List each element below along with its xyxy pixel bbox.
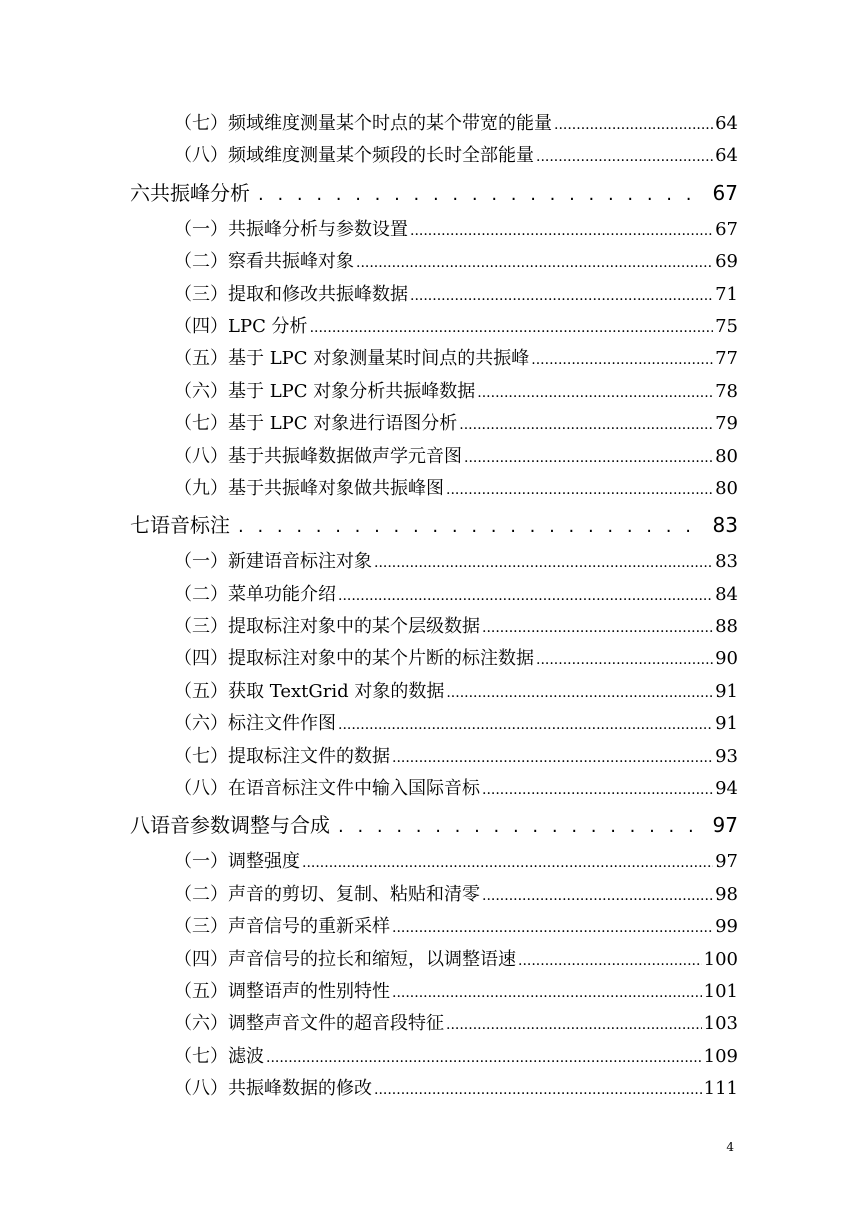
toc-leader-dots — [554, 109, 713, 141]
toc-leader-dots — [446, 474, 713, 506]
toc-entry-page: 84 — [715, 583, 738, 605]
toc-leader-dots — [482, 774, 713, 806]
toc-leader-dots — [482, 880, 713, 912]
toc-subsection-entry — [174, 741, 738, 773]
toc-leader-dots — [464, 442, 713, 474]
toc-entry-page: 83 — [712, 513, 738, 538]
toc-leader-dots — [338, 806, 705, 847]
toc-entry-page: 111 — [703, 1078, 738, 1100]
toc-subsection-entry — [174, 1008, 738, 1040]
toc-entry-title: （八）共振峰数据的修改 — [174, 1078, 372, 1100]
toc-entry-page: 98 — [715, 883, 738, 905]
toc-leader-dots — [338, 709, 713, 741]
toc-entry-title: （六）调整声音文件的超音段特征 — [174, 1013, 444, 1035]
toc-entry-title: （一）新建语音标注对象 — [174, 551, 372, 573]
toc-section-entry — [130, 505, 738, 546]
toc-entry-title: （九）基于共振峰对象做共振峰图 — [174, 477, 444, 499]
toc-entry-page: 88 — [715, 616, 738, 638]
toc-section-entry — [130, 173, 738, 214]
toc-subsection-entry — [174, 643, 738, 675]
toc-subsection-entry — [174, 1073, 738, 1105]
toc-entry-title: （三）提取标注对象中的某个层级数据 — [174, 616, 480, 638]
toc-leader-dots — [374, 547, 713, 579]
toc-entry-page: 103 — [703, 1013, 738, 1035]
toc-leader-dots — [477, 377, 713, 409]
toc-entry-title: （六）标注文件作图 — [174, 713, 336, 735]
toc-entry-title: （一）共振峰分析与参数设置 — [174, 218, 408, 240]
toc-leader-dots — [338, 580, 713, 612]
toc-leader-dots — [356, 247, 713, 279]
toc-subsection-entry — [174, 441, 738, 473]
toc-leader-dots — [536, 141, 713, 173]
toc-leader-dots — [446, 677, 713, 709]
toc-leader-dots — [410, 215, 713, 247]
toc-entry-title: （三）声音信号的重新采样 — [174, 916, 390, 938]
toc-entry-title: （二）菜单功能介绍 — [174, 583, 336, 605]
toc-leader-dots — [410, 280, 713, 312]
toc-section-number: 八 — [130, 813, 150, 838]
toc-section-number: 七 — [130, 513, 150, 538]
toc-leader-dots — [310, 312, 714, 344]
toc-leader-dots — [392, 912, 713, 944]
toc-entry-page: 80 — [715, 477, 738, 499]
toc-entry-title: 共振峰分析 — [150, 180, 250, 205]
toc-subsection-entry — [174, 279, 738, 311]
toc-entry-title: （二）察看共振峰对象 — [174, 251, 354, 273]
toc-section-number: 六 — [130, 180, 150, 205]
toc-entry-title: （三）提取和修改共振峰数据 — [174, 283, 408, 305]
toc-entry-page: 97 — [712, 813, 738, 838]
toc-entry-page: 64 — [715, 145, 738, 167]
toc-subsection-entry — [174, 1041, 738, 1073]
toc-subsection-entry — [174, 676, 738, 708]
toc-leader-dots — [446, 1009, 702, 1041]
toc-subsection-entry — [174, 911, 738, 943]
table-of-contents — [130, 108, 738, 1106]
toc-leader-dots — [459, 409, 713, 441]
toc-entry-page: 64 — [715, 113, 738, 134]
toc-entry-title: （一）调整强度 — [174, 851, 300, 873]
page-number: 4 — [726, 1140, 734, 1154]
toc-entry-title: （四）声音信号的拉长和缩短，以调整语速 — [174, 948, 516, 970]
toc-entry-title: （六）基于 LPC 对象分析共振峰数据 — [174, 380, 476, 402]
toc-leader-dots — [531, 344, 713, 376]
toc-entry-page: 97 — [715, 851, 738, 873]
toc-entry-page: 78 — [715, 380, 738, 402]
toc-leader-dots — [258, 174, 705, 215]
toc-subsection-entry — [174, 214, 738, 246]
toc-subsection-entry — [174, 846, 738, 878]
toc-leader-dots — [374, 1074, 702, 1106]
toc-entry-page: 94 — [715, 778, 738, 800]
toc-subsection-entry — [174, 343, 738, 375]
toc-subsection-entry — [174, 108, 738, 140]
toc-entry-title: （七）基于 LPC 对象进行语图分析 — [174, 413, 458, 435]
toc-section-entry — [130, 805, 738, 846]
toc-subsection-entry — [174, 408, 738, 440]
toc-entry-title: （五）获取 TextGrid 对象的数据 — [174, 680, 445, 702]
toc-entry-page: 71 — [715, 283, 738, 305]
toc-subsection-entry — [174, 879, 738, 911]
toc-entry-title: （八）基于共振峰数据做声学元音图 — [174, 445, 462, 467]
toc-entry-page: 109 — [703, 1045, 738, 1067]
toc-entry-title: （八）在语音标注文件中输入国际音标 — [174, 778, 480, 800]
toc-subsection-entry — [174, 246, 738, 278]
toc-entry-page: 67 — [712, 180, 738, 205]
toc-subsection-entry — [174, 546, 738, 578]
toc-subsection-entry — [174, 140, 738, 172]
toc-entry-page: 101 — [703, 980, 738, 1002]
toc-subsection-entry — [174, 944, 738, 976]
toc-entry-title: （七）提取标注文件的数据 — [174, 745, 390, 767]
toc-subsection-entry — [174, 708, 738, 740]
toc-entry-page: 91 — [715, 713, 738, 735]
toc-subsection-entry — [174, 473, 738, 505]
toc-entry-page: 91 — [715, 680, 738, 702]
toc-leader-dots — [302, 847, 713, 879]
toc-entry-title: （四）提取标注对象中的某个片断的标注数据 — [174, 648, 534, 670]
toc-entry-page: 77 — [715, 348, 738, 370]
toc-entry-page: 99 — [715, 916, 738, 938]
toc-leader-dots — [266, 1042, 702, 1074]
toc-subsection-entry — [174, 976, 738, 1008]
toc-entry-title: （五）基于 LPC 对象测量某时间点的共振峰 — [174, 348, 530, 370]
toc-subsection-entry — [174, 579, 738, 611]
toc-entry-page: 90 — [715, 648, 738, 670]
toc-leader-dots — [392, 977, 702, 1009]
toc-leader-dots — [392, 742, 713, 774]
toc-leader-dots — [536, 644, 713, 676]
toc-entry-title: （八）频域维度测量某个频段的长时全部能量 — [174, 145, 534, 167]
toc-leader-dots — [518, 945, 702, 977]
toc-entry-title: （七）滤波 — [174, 1045, 264, 1067]
toc-entry-page: 80 — [715, 445, 738, 467]
toc-entry-title: 语音参数调整与合成 — [150, 813, 330, 838]
toc-entry-page: 83 — [715, 551, 738, 573]
toc-entry-title: （四）LPC 分析 — [174, 315, 308, 337]
toc-entry-title: （五）调整语声的性别特性 — [174, 980, 390, 1002]
toc-entry-page: 75 — [715, 315, 738, 337]
toc-subsection-entry — [174, 773, 738, 805]
toc-entry-title: 语音标注 — [150, 513, 230, 538]
toc-leader-dots — [482, 612, 713, 644]
toc-entry-title: （七）频域维度测量某个时点的某个带宽的能量 — [174, 113, 552, 134]
toc-subsection-entry — [174, 376, 738, 408]
toc-entry-page: 69 — [715, 251, 738, 273]
toc-entry-page: 93 — [715, 745, 738, 767]
toc-subsection-entry — [174, 611, 738, 643]
toc-entry-page: 79 — [715, 413, 738, 435]
toc-subsection-entry — [174, 311, 738, 343]
toc-leader-dots — [238, 506, 705, 547]
toc-entry-page: 100 — [703, 948, 738, 970]
toc-entry-page: 67 — [715, 218, 738, 240]
toc-entry-title: （二）声音的剪切、复制、粘贴和清零 — [174, 883, 480, 905]
